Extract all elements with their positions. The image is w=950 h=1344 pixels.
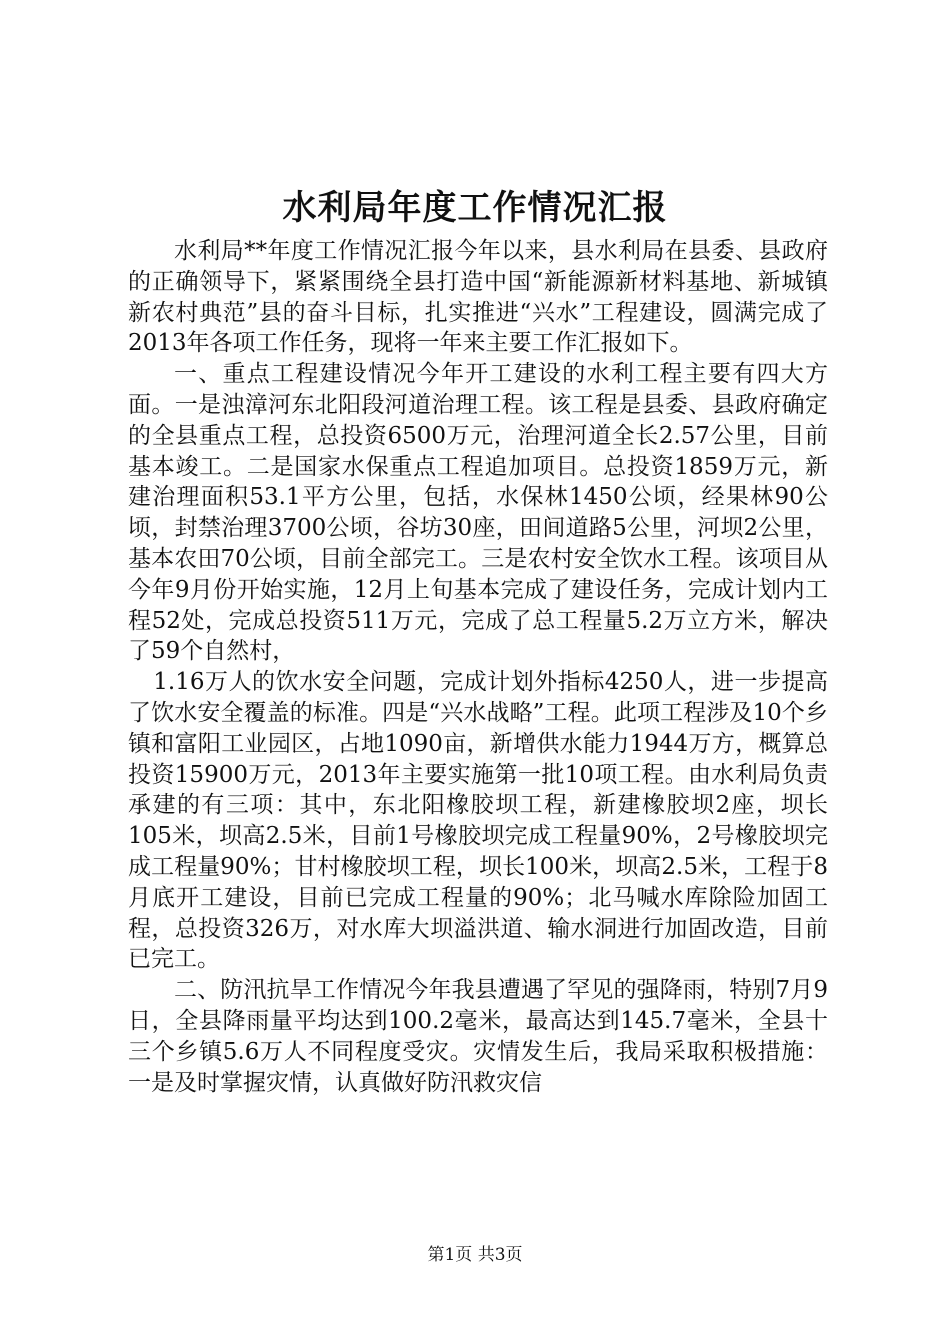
paragraph-water-projects: 1.16万人的饮水安全问题，完成计划外指标4250人，进一步提高了饮水安全覆盖的标准。四是“兴水战略”工程。此项工程涉及10个乡镇和富阳工业园区，占地1090亩，新增供水能力1944万方，概算总投资15900万元，2013年主要实施第一批10项工程。由水利局负责承建的有三项：其中，东北阳橡胶坝工程，新建橡胶坝2座，坝长105米，坝高2.5米，目前1号橡胶坝完成工程量90%，2号橡胶坝完成工程量90%；甘村橡胶坝工程，坝长100米，坝高2.5米，工程于8月底开工建设，目前已完成工程量的90%；北马喊水库除险加固工程，总投资326万，对水库大坝溢洪道、输水洞进行加固改造，目前已完工。 bbox=[128, 669, 828, 973]
paragraph-flood-control: 二、防汛抗旱工作情况今年我县遭遇了罕见的强降雨，特别7月9日，全县降雨量平均达到100.2毫米，最高达到145.7毫米，全县十三个乡镇5.6万人不同程度受灾。灾情发生后，我局采取积极措施：一是及时掌握灾情，认真做好防汛救灾信 bbox=[128, 977, 828, 1096]
document-title: 水利局年度工作情况汇报 bbox=[282, 188, 668, 228]
page-number: 第1页 共3页 bbox=[427, 1245, 523, 1265]
paragraph-intro: 水利局**年度工作情况汇报今年以来，县水利局在县委、县政府的正确领导下，紧紧围绕全县打造中国“新能源新材料基地、新城镇新农村典范”县的奋斗目标，扎实推进“兴水”工程建设，圆满完成了2013年各项工作任务，现将一年来主要工作汇报如下。 bbox=[128, 238, 828, 357]
paragraph-key-projects: 一、重点工程建设情况今年开工建设的水利工程主要有四大方面。一是浊漳河东北阳段河道治理工程。该工程是县委、县政府确定的全县重点工程，总投资6500万元，治理河道全长2.57公里，目前基本竣工。二是国家水保重点工程追加项目。总投资1859万元，新建治理面积53.1平方公里，包括，水保林1450公顷，经果林90公顷，封禁治理3700公顷，谷坊30座，田间道路5公里，河坝2公里，基本农田70公顷，目前全部完工。三是农村安全饮水工程。该项目从今年9月份开始实施，12月上旬基本完成了建设任务，完成计划内工程52处，完成总投资511万元，完成了总工程量5.2万立方米，解决了59个自然村， bbox=[128, 361, 828, 665]
document-body bbox=[128, 236, 828, 1098]
